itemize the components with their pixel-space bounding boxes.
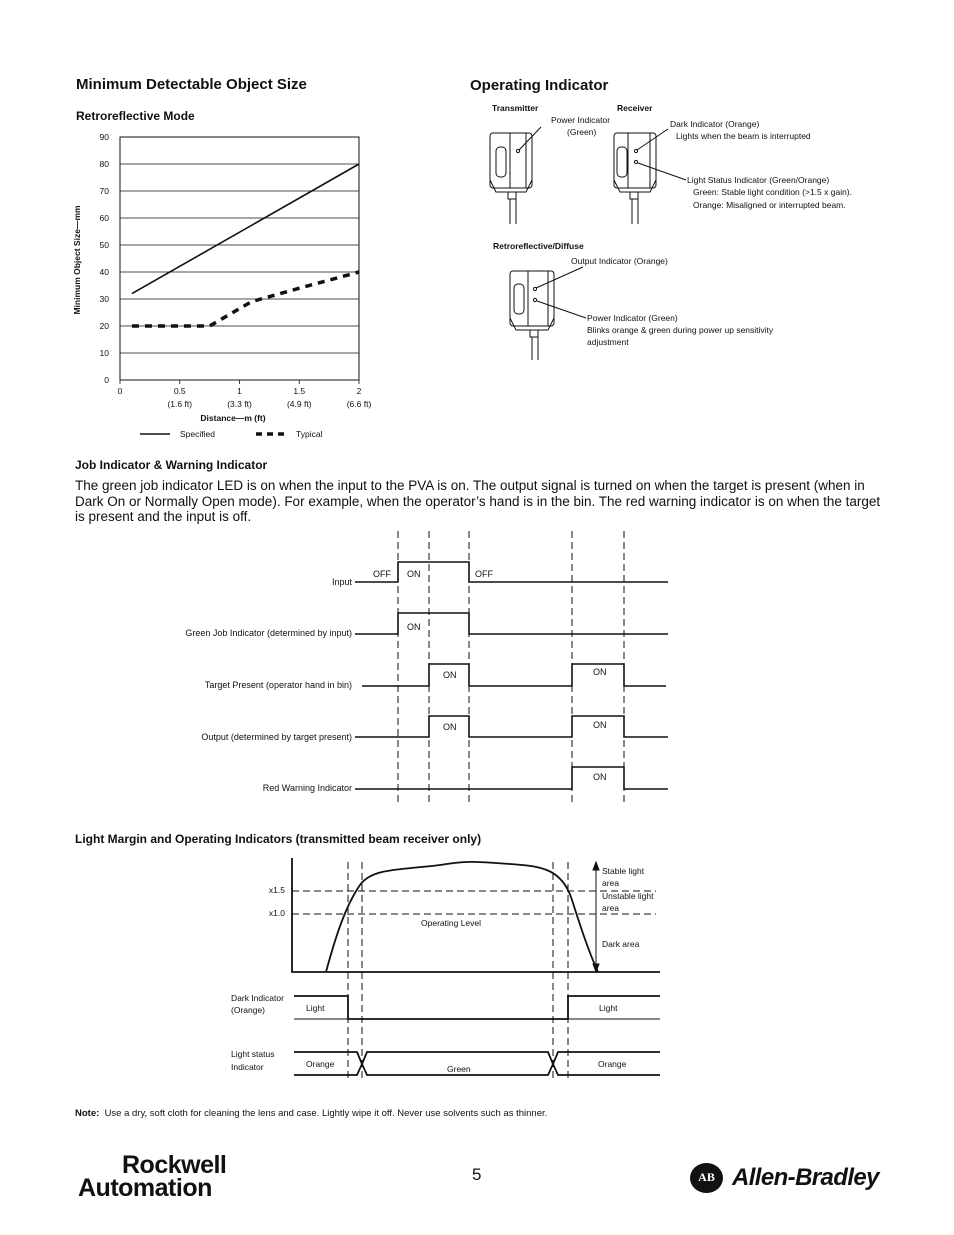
rockwell-logo-line2: Automation xyxy=(78,1174,212,1202)
target-present-label: Target Present (operator hand in bin) xyxy=(204,680,352,690)
light-status-green: Green: Stable light condition (>1.5 x gain). xyxy=(693,187,852,197)
chart-x-tick-sublabel: (3.3 ft) xyxy=(227,399,252,409)
output-on-2: ON xyxy=(593,720,607,730)
operating-level-curve xyxy=(326,862,598,972)
light-left-label: Light xyxy=(306,1003,325,1013)
chart-y-tick-label: 10 xyxy=(99,348,109,358)
retro-mode-subheading: Retroreflective Mode xyxy=(76,109,195,123)
stable-area-1: Stable light xyxy=(602,866,645,876)
power-blink-line2: adjustment xyxy=(587,337,629,347)
dark-indicator-label: Dark Indicator (Orange) xyxy=(670,119,760,129)
chart-y-tick-label: 60 xyxy=(99,213,109,223)
operating-level-label: Operating Level xyxy=(421,918,482,928)
light-status-name-2: Indicator xyxy=(231,1062,264,1072)
dark-indicator-desc: Lights when the beam is interrupted xyxy=(676,131,811,141)
orange-left-label: Orange xyxy=(306,1059,335,1069)
chart-x-axis-label: Distance—m (ft) xyxy=(200,413,266,423)
legend-typical-label: Typical xyxy=(296,429,323,439)
note xyxy=(75,1108,547,1119)
x15-label: x1.5 xyxy=(268,885,285,895)
chart-y-tick-label: 40 xyxy=(99,267,109,277)
output-label: Output (determined by target present) xyxy=(201,732,352,742)
chart-y-axis-label: Minimum Object Size—mm xyxy=(72,205,82,315)
transmitter-label: Transmitter xyxy=(492,103,539,113)
red-warning-on: ON xyxy=(593,772,607,782)
dark-area-label: Dark area xyxy=(602,939,640,949)
rockwell-logo-line1: Rockwell xyxy=(122,1151,227,1179)
chart-y-tick-label: 20 xyxy=(99,321,109,331)
light-margin-heading: Light Margin and Operating Indicators (transmitted beam receiver only) xyxy=(75,832,482,846)
power-indicator-green-label: (Green) xyxy=(567,127,597,137)
rockwell-logo xyxy=(78,1151,227,1202)
legend-specified-label: Specified xyxy=(180,429,215,439)
job-paragraph: The green job indicator LED is on when the input to the PVA is on. The output signal is turned on when the target is present (when in Dark On or Normally Open mode). For example, when the operator’s hand is in the bin. The red warning indicator is on when the target is present and the input is off. xyxy=(75,478,881,524)
chart-y-tick-label: 0 xyxy=(104,375,109,385)
output-on-1: ON xyxy=(443,722,457,732)
page-number: 5 xyxy=(472,1165,482,1184)
input-off-2: OFF xyxy=(475,569,493,579)
min-size-heading: Minimum Detectable Object Size xyxy=(76,76,307,93)
input-off-1: OFF xyxy=(373,569,391,579)
power-indicator-label: Power Indicator xyxy=(551,115,611,125)
allen-bradley-logo: Allen-Bradley xyxy=(732,1164,879,1191)
green-label: Green xyxy=(447,1064,471,1074)
chart-x-tick-sublabel: (4.9 ft) xyxy=(286,399,312,409)
dark-indicator-name-2: (Orange) xyxy=(231,1005,266,1015)
chart-y-tick-label: 80 xyxy=(99,159,109,169)
green-job-on: ON xyxy=(407,622,421,632)
chart-x-tick-label: 1 xyxy=(237,386,242,396)
orange-right-label: Orange xyxy=(598,1059,627,1069)
power-blink-line1: Blinks orange & green during power up sensitivity xyxy=(587,325,774,335)
retro-diffuse-label: Retroreflective/Diffuse xyxy=(493,241,584,251)
chart-y-tick-label: 90 xyxy=(99,132,109,142)
unstable-area-1: Unstable light xyxy=(602,891,654,901)
stable-area-2: area xyxy=(602,878,620,888)
chart-x-tick-sublabel: (6.6 ft) xyxy=(346,399,372,409)
chart-y-tick-label: 50 xyxy=(99,240,109,250)
light-status-label: Light Status Indicator (Green/Orange) xyxy=(687,175,830,185)
chart-y-tick-label: 70 xyxy=(99,186,109,196)
input-label: Input xyxy=(331,577,352,587)
unstable-area-2: area xyxy=(602,903,620,913)
x10-label: x1.0 xyxy=(268,908,285,918)
power-indicator-green-label-2: Power Indicator (Green) xyxy=(587,313,678,323)
red-warning-label: Red Warning Indicator xyxy=(262,783,352,793)
allen-bradley-badge-icon: AB xyxy=(690,1163,723,1193)
note-text: Use a dry, soft cloth for cleaning the lens and case. Lightly wipe it off. Never use solvents such as thinner. xyxy=(104,1108,548,1119)
operating-heading: Operating Indicator xyxy=(470,77,609,94)
chart-y-tick-label: 30 xyxy=(99,294,109,304)
chart-x-tick-label: 2 xyxy=(356,386,362,396)
light-status-orange: Orange: Misaligned or interrupted beam. xyxy=(693,200,846,210)
chart-x-tick-label: 0.5 xyxy=(173,386,186,396)
output-indicator-label: Output Indicator (Orange) xyxy=(571,256,668,266)
receiver-label: Receiver xyxy=(617,103,653,113)
target-present-on-2: ON xyxy=(593,667,607,677)
chart-x-tick-label: 1.5 xyxy=(293,386,306,396)
input-on: ON xyxy=(407,569,421,579)
note-label: Note: xyxy=(75,1108,100,1119)
light-right-label: Light xyxy=(599,1003,618,1013)
chart-x-tick-label: 0 xyxy=(117,386,123,396)
job-heading: Job Indicator & Warning Indicator xyxy=(75,458,268,472)
target-present-on-1: ON xyxy=(443,670,457,680)
dark-indicator-name-1: Dark Indicator xyxy=(231,993,284,1003)
area-arrow-top xyxy=(593,862,599,870)
light-status-name-1: Light status xyxy=(231,1049,275,1059)
chart-x-tick-sublabel: (1.6 ft) xyxy=(167,399,193,409)
green-job-label: Green Job Indicator (determined by input) xyxy=(185,628,352,638)
